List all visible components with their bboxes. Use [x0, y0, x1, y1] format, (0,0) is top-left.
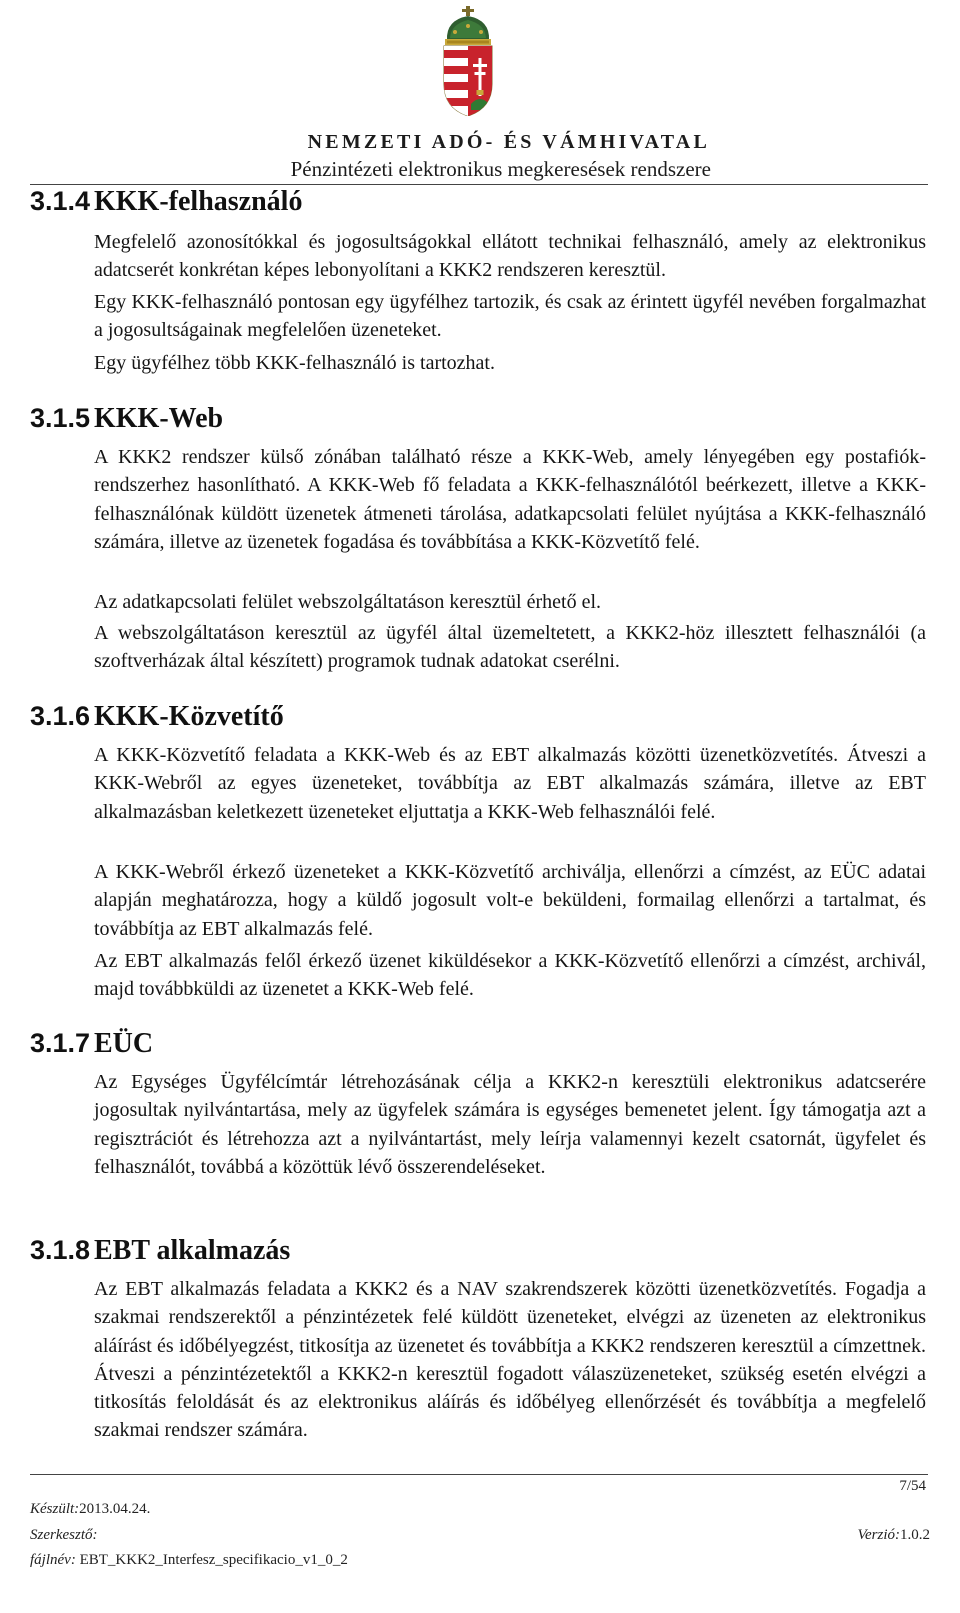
coat-of-arms-logo	[441, 6, 495, 116]
paragraph: Egy KKK-felhasználó pontosan egy ügyfélhez tartozik, és csak az érintett ügyfél nevében forgalmazhat a jogosultságainak megfelelően üzeneteket.	[94, 291, 926, 342]
header-divider	[30, 184, 928, 185]
section-number: 3.1.5	[30, 403, 91, 433]
section-title: KKK-Web	[94, 403, 224, 434]
paragraph: Az adatkapcsolati felület webszolgáltatáson keresztül érhető el.	[94, 591, 602, 613]
filename-value: EBT_KKK2_Interfesz_specifikacio_v1_0_2	[79, 1552, 348, 1568]
section-title: EÜC	[94, 1028, 154, 1059]
footer-created	[30, 1501, 150, 1518]
paragraph: A KKK2 rendszer külső zónában található része a KKK-Web, amely lényegében egy postafiók-rendszerhez hasonlítható. A KKK-Web fő feladata a KKK-felhasználótól beérkezett, illetve a KKK-felhasználónak küldött üzenetek átmeneti tárolása, adatkapcsolati felület nyújtása a KKK-felhasználó számára, illetve az üzenetek fogadása és továbbítása a KKK-Közvetítő felé.	[94, 446, 926, 553]
section-title: KKK-felhasználó	[94, 186, 303, 217]
paragraph: Az EBT alkalmazás feladata a KKK2 és a NAV szakrendszerek közötti üzenetközvetítés. Fogadja a szakmai rendszerektől a pénzintézetek felé küldött üzeneteket, elvégzi az üzeneten az elektronikus aláírást és időbélyegzést, titkosítja az üzenetet és továbbítja a KKK2 rendszeren keresztül a címzettnek. Átveszi a pénzintézetektől a KKK2-n keresztül fogadott válaszüzeneteket, szükség esetén elvégzi a titkosítás feloldását és az elektronikus aláírás és időbélyeg ellenőrzését és továbbítja a megfelelő szakmai rendszer számára.	[94, 1278, 926, 1442]
section-title: EBT alkalmazás	[94, 1235, 291, 1266]
created-label: Készült:	[30, 1501, 80, 1517]
footer-editor	[30, 1527, 98, 1544]
footer-version	[858, 1527, 931, 1544]
page-number: 7/54	[899, 1478, 926, 1494]
paragraph: A KKK-Webről érkező üzeneteket a KKK-Közvetítő archiválja, ellenőrzi a címzést, az EÜC adatai alapján meghatározza, hogy a küldő jogosult volt-e beküldeni, formailag ellenőrzi a tartalmat, és továbbítja az EBT alkalmazás felé.	[94, 861, 926, 940]
paragraph: A webszolgáltatáson keresztül az ügyfél által üzemeltetett, a KKK2-höz illesztett felhasználói (a szoftverházak által készített) programok tudnak adatokat cserélni.	[94, 622, 926, 673]
page-header	[0, 0, 960, 190]
section-number: 3.1.8	[30, 1235, 91, 1265]
paragraph: A KKK-Közvetítő feladata a KKK-Web és az EBT alkalmazás közötti üzenetközvetítés. Átveszi a KKK-Webről az egyes üzeneteket, továbbítja az EBT alkalmazás számára, illetve az EBT alkalmazásban keletkezett üzeneteket eljuttatja a KKK-Web felhasználói felé.	[94, 744, 926, 823]
section-number: 3.1.6	[30, 701, 91, 731]
agency-name: NEMZETI ADÓ- ÉS VÁMHIVATAL	[307, 131, 710, 153]
paragraph: Egy ügyfélhez több KKK-felhasználó is tartozhat.	[94, 352, 495, 374]
footer-divider	[30, 1474, 928, 1475]
section-number: 3.1.4	[30, 186, 91, 216]
filename-label: fájlnév:	[30, 1552, 76, 1568]
system-name: Pénzintézeti elektronikus megkeresések rendszere	[290, 157, 711, 181]
footer-filename	[30, 1552, 348, 1569]
paragraph: Az Egységes Ügyfélcímtár létrehozásának célja a KKK2-n keresztüli elektronikus adatcserére jogosultak nyilvántartása, mely az ügyfelek számára is egységes bemenetet jelent. Így támogatja azt a regisztrációt és létrehozza azt a nyilvántartást, mely leírja valamennyi kezelt csatornát, ügyfelet és felhasználót, továbbá a közöttük lévő összerendeléseket.	[94, 1071, 926, 1178]
version-label: Verzió:	[857, 1527, 900, 1543]
version-value: 1.0.2	[900, 1527, 930, 1543]
section-number: 3.1.7	[30, 1028, 91, 1058]
paragraph: Megfelelő azonosítókkal és jogosultságokkal ellátott technikai felhasználó, amely az elektronikus adatcserét konkrétan képes lebonyolítani a KKK2 rendszeren keresztül.	[94, 231, 926, 282]
paragraph: Az EBT alkalmazás felől érkező üzenet kiküldésekor a KKK-Közvetítő ellenőrzi a címzést, archivál, majd továbbküldi az üzenetet a KKK-Web felé.	[94, 950, 926, 1001]
editor-label: Szerkesztő:	[30, 1527, 98, 1543]
created-date: 2013.04.24.	[79, 1501, 151, 1517]
section-title: KKK-Közvetítő	[94, 701, 284, 732]
